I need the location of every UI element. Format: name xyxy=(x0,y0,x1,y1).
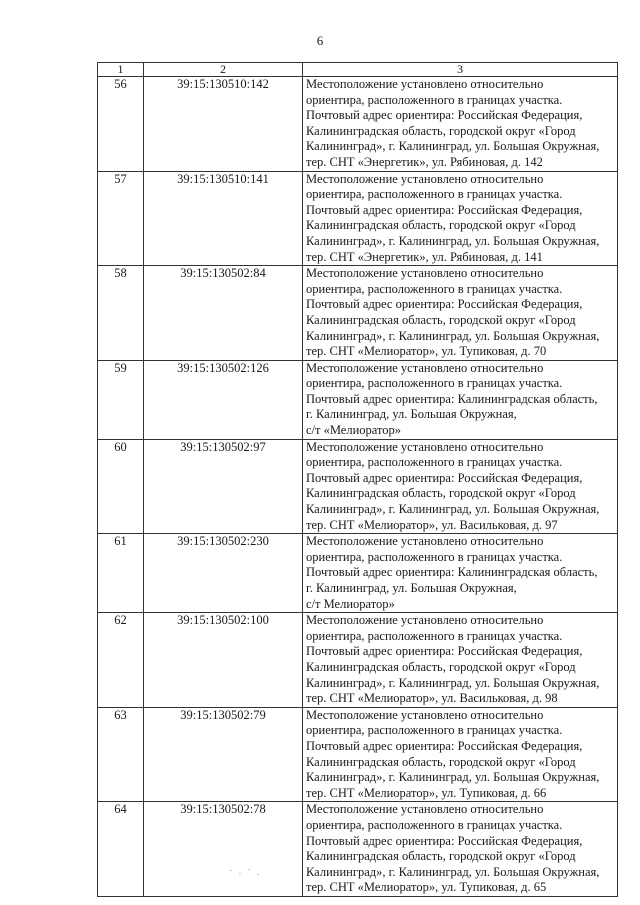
table-header xyxy=(98,63,618,77)
location-description xyxy=(303,802,618,897)
location-line: Почтовый адрес ориентира: Российская Федерация, xyxy=(306,644,583,659)
location-line: ориентира, расположенного в границах участка. xyxy=(306,628,563,643)
location-line: ориентира, расположенного в границах участка. xyxy=(306,92,563,107)
row-number: 61 xyxy=(98,534,144,613)
row-number: 63 xyxy=(98,707,144,802)
location-description xyxy=(303,266,618,361)
location-line: тер. СНТ «Мелиоратор», ул. Тупиковая, д. 66 xyxy=(306,785,547,800)
location-description xyxy=(303,534,618,613)
location-line: Калининград», г. Калининград, ул. Большая Окружная, xyxy=(306,233,600,248)
cadastral-number: 39:15:130502:84 xyxy=(144,266,303,361)
page-number: 6 xyxy=(316,33,324,48)
location-line: ориентира, расположенного в границах участка. xyxy=(306,817,563,832)
table-row xyxy=(98,360,618,439)
row-number: 57 xyxy=(98,171,144,266)
location-line: Калининград», г. Калининград, ул. Большая Окружная, xyxy=(306,675,600,690)
cadastral-number: 39:15:130502:100 xyxy=(144,613,303,708)
cadastral-number: 39:15:130502:78 xyxy=(144,802,303,897)
cadastral-number: 39:15:130510:142 xyxy=(144,77,303,172)
location-line: тер. СНТ «Мелиоратор», ул. Тупиковая, д. 70 xyxy=(306,344,547,359)
location-line: Местоположение установлено относительно xyxy=(306,439,544,454)
row-number: 64 xyxy=(98,802,144,897)
table-row xyxy=(98,266,618,361)
cadastral-number: 39:15:130502:230 xyxy=(144,534,303,613)
cadastral-number: 39:15:130510:141 xyxy=(144,171,303,266)
location-line: ориентира, расположенного в границах участка. xyxy=(306,281,563,296)
cadastral-number: 39:15:130502:97 xyxy=(144,439,303,534)
location-line: Почтовый адрес ориентира: Калининградская область, xyxy=(306,391,598,406)
location-description xyxy=(303,360,618,439)
table-row xyxy=(98,439,618,534)
row-number: 58 xyxy=(98,266,144,361)
location-line: Местоположение установлено относительно xyxy=(306,802,544,817)
location-line: Почтовый адрес ориентира: Калининградская область, xyxy=(306,565,598,580)
location-line: Местоположение установлено относительно xyxy=(306,360,544,375)
row-number: 60 xyxy=(98,439,144,534)
table-row xyxy=(98,613,618,708)
location-description xyxy=(303,613,618,708)
location-line: г. Калининград, ул. Большая Окружная, xyxy=(306,581,517,595)
location-line: г. Калининград, ул. Большая Окружная, xyxy=(306,407,517,422)
location-line: Почтовый адрес ориентира: Российская Федерация, xyxy=(306,833,583,848)
location-line: тер. СНТ «Энергетик», ул. Рябиновая, д. 141 xyxy=(306,249,543,264)
location-description xyxy=(303,439,618,534)
location-line: Местоположение установлено относительно xyxy=(306,613,544,628)
location-line: Калининград», г. Калининград, ул. Большая Окружная, xyxy=(306,328,600,343)
location-line: Калининград», г. Калининград, ул. Большая Окружная, xyxy=(306,502,600,517)
location-line: Местоположение установлено относительно xyxy=(306,171,544,186)
cadastral-number: 39:15:130502:79 xyxy=(144,707,303,802)
location-line: Почтовый адрес ориентира: Российская Федерация, xyxy=(306,297,583,312)
location-description xyxy=(303,77,618,172)
row-number: 62 xyxy=(98,613,144,708)
location-line: Почтовый адрес ориентира: Российская Федерация, xyxy=(306,470,583,485)
location-line: Местоположение установлено относительно xyxy=(306,534,544,549)
table-row xyxy=(98,802,618,897)
row-number: 59 xyxy=(98,360,144,439)
location-line: Калининградская область, городской округ «Город xyxy=(306,659,576,674)
location-line: Калининградская область, городской округ «Город xyxy=(306,312,576,327)
location-line: Почтовый адрес ориентира: Российская Федерация, xyxy=(306,202,583,217)
location-line: Калининградская область, городской округ «Город xyxy=(306,123,576,138)
location-description xyxy=(303,707,618,802)
location-line: Калининград», г. Калининград, ул. Большая Окружная, xyxy=(306,139,600,154)
land-plot-table xyxy=(97,62,618,897)
location-line: ориентира, расположенного в границах участка. xyxy=(306,455,563,470)
location-line: с/т Мелиоратор» xyxy=(306,596,395,611)
cadastral-number: 39:15:130502:126 xyxy=(144,360,303,439)
location-description xyxy=(303,171,618,266)
location-line: Калининградская область, городской округ «Город xyxy=(306,486,576,501)
location-line: Калининград», г. Калининград, ул. Большая Окружная, xyxy=(306,864,600,879)
location-line: тер. СНТ «Энергетик», ул. Рябиновая, д. 142 xyxy=(306,154,543,169)
location-line: тер. СНТ «Мелиоратор», ул. Васильковая, д. 97 xyxy=(306,517,558,532)
column-header-location: 3 xyxy=(303,63,618,77)
scan-specks xyxy=(230,868,270,878)
location-line: Калининградская область, городской округ «Город xyxy=(306,218,576,233)
location-line: ориентира, расположенного в границах участка. xyxy=(306,376,563,391)
location-line: тер. СНТ «Мелиоратор», ул. Васильковая, д. 98 xyxy=(306,691,558,706)
location-line: Местоположение установлено относительно xyxy=(306,77,544,91)
column-header-number: 1 xyxy=(98,63,144,77)
table-row xyxy=(98,77,618,172)
table-body xyxy=(98,77,618,897)
location-line: Местоположение установлено относительно xyxy=(306,707,544,722)
location-line: Калининград», г. Калининград, ул. Большая Окружная, xyxy=(306,770,600,785)
location-line: ориентира, расположенного в границах участка. xyxy=(306,187,563,202)
table-row xyxy=(98,707,618,802)
location-line: Местоположение установлено относительно xyxy=(306,266,544,281)
location-line: с/т «Мелиоратор» xyxy=(306,423,402,438)
location-line: Почтовый адрес ориентира: Российская Федерация, xyxy=(306,738,583,753)
location-line: ориентира, расположенного в границах участка. xyxy=(306,723,563,738)
location-line: Калининградская область, городской округ «Город xyxy=(306,754,576,769)
table-row xyxy=(98,534,618,613)
location-line: тер. СНТ «Мелиоратор», ул. Тупиковая, д. 65 xyxy=(306,880,547,895)
location-line: Почтовый адрес ориентира: Российская Федерация, xyxy=(306,108,583,123)
column-header-cadastral: 2 xyxy=(144,63,303,77)
location-line: ориентира, расположенного в границах участка. xyxy=(306,549,563,564)
table-row xyxy=(98,171,618,266)
row-number: 56 xyxy=(98,77,144,172)
location-line: Калининградская область, городской округ «Город xyxy=(306,849,576,864)
